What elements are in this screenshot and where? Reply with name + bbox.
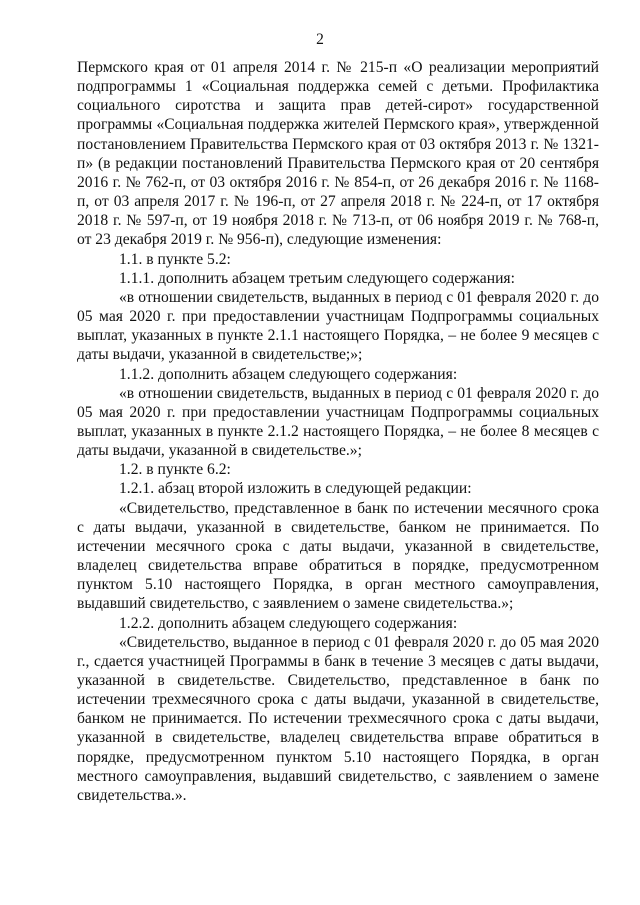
document-body (77, 58, 599, 805)
paragraph-quote-2: «в отношении свидетельств, выданных в период с 01 февраля 2020 г. до 05 мая 2020 г. при предоставлении участницам Подпрограммы социальных выплат, указанных в пункте 2.1.2 настоящего Порядка, – не более 8 месяцев с даты выдачи, указанной в свидетельстве.»; (77, 384, 599, 460)
paragraph-quote-3: «Свидетельство, представленное в банк по истечении месячного срока с даты выдачи, указанной в свидетельстве, банком не принимается. По истечении месячного срока с даты выдачи, указанной в свидетельстве, владелец свидетельства вправе обратиться в порядке, предусмотренном пунктом 5.10 настоящего Порядка, в орган местного самоуправления, выдавший свидетельство, с заявлением о замене свидетельства.»; (77, 499, 599, 613)
paragraph-quote-4: «Свидетельство, выданное в период с 01 февраля 2020 г. до 05 мая 2020 г., сдается участницей Программы в банк в течение 3 месяцев с даты выдачи, указанной в свидетельстве. Свидетельство, представленное в банк по истечении трехмесячного срока с даты выдачи, указанной в свидетельстве, банком не принимается. По истечении трехмесячного срока с даты выдачи, указанной в свидетельстве, владелец свидетельства вправе обратиться в порядке, предусмотренном пунктом 5.10 настоящего Порядка, в орган местного самоуправления, выдавший свидетельство, с заявлением о замене свидетельства.». (77, 633, 599, 804)
paragraph-1-2-2: 1.2.2. дополнить абзацем следующего содержания: (119, 614, 458, 632)
paragraph-amendment-intro: Пермского края от 01 апреля 2014 г. № 215-п «О реализации мероприятий подпрограммы 1 «Социальная поддержка семей с детьми. Профилактика социального сиротства и защита прав детей-сирот» государственной программы «Социальная поддержка жителей Пермского края», утвержденной постановлением Правительства Пермского края от 03 октября 2013 г. № 1321-п» (в редакции постановлений Правительства Пермского края от 20 сентября 2016 г. № 762-п, от 03 октября 2016 г. № 854-п, от 26 декабря 2016 г. № 1168-п, от 03 апреля 2017 г. № 196-п, от 27 апреля 2018 г. № 224-п, от 17 октября 2018 г. № 597-п, от 19 ноября 2018 г. № 713-п, от 06 ноября 2019 г. № 768-п, от 23 декабря 2019 г. № 956-п), следующие изменения: (77, 59, 599, 249)
paragraph-quote-1: «в отношении свидетельств, выданных в период с 01 февраля 2020 г. до 05 мая 2020 г. при предоставлении участницам Подпрограммы социальных выплат, указанных в пункте 2.1.1 настоящего Порядка, – не более 9 месяцев с даты выдачи, указанной в свидетельстве;»; (77, 288, 599, 364)
page-number: 2 (316, 31, 324, 48)
paragraph-1-1-1: 1.1.1. дополнить абзацем третьим следующего содержания: (119, 269, 515, 287)
paragraph-1-1-2: 1.1.2. дополнить абзацем следующего содержания: (119, 365, 458, 383)
paragraph-1-2-1: 1.2.1. абзац второй изложить в следующей редакции: (119, 480, 472, 498)
paragraph-1-2: 1.2. в пункте 6.2: (119, 461, 231, 479)
paragraph-1-1: 1.1. в пункте 5.2: (119, 250, 231, 268)
